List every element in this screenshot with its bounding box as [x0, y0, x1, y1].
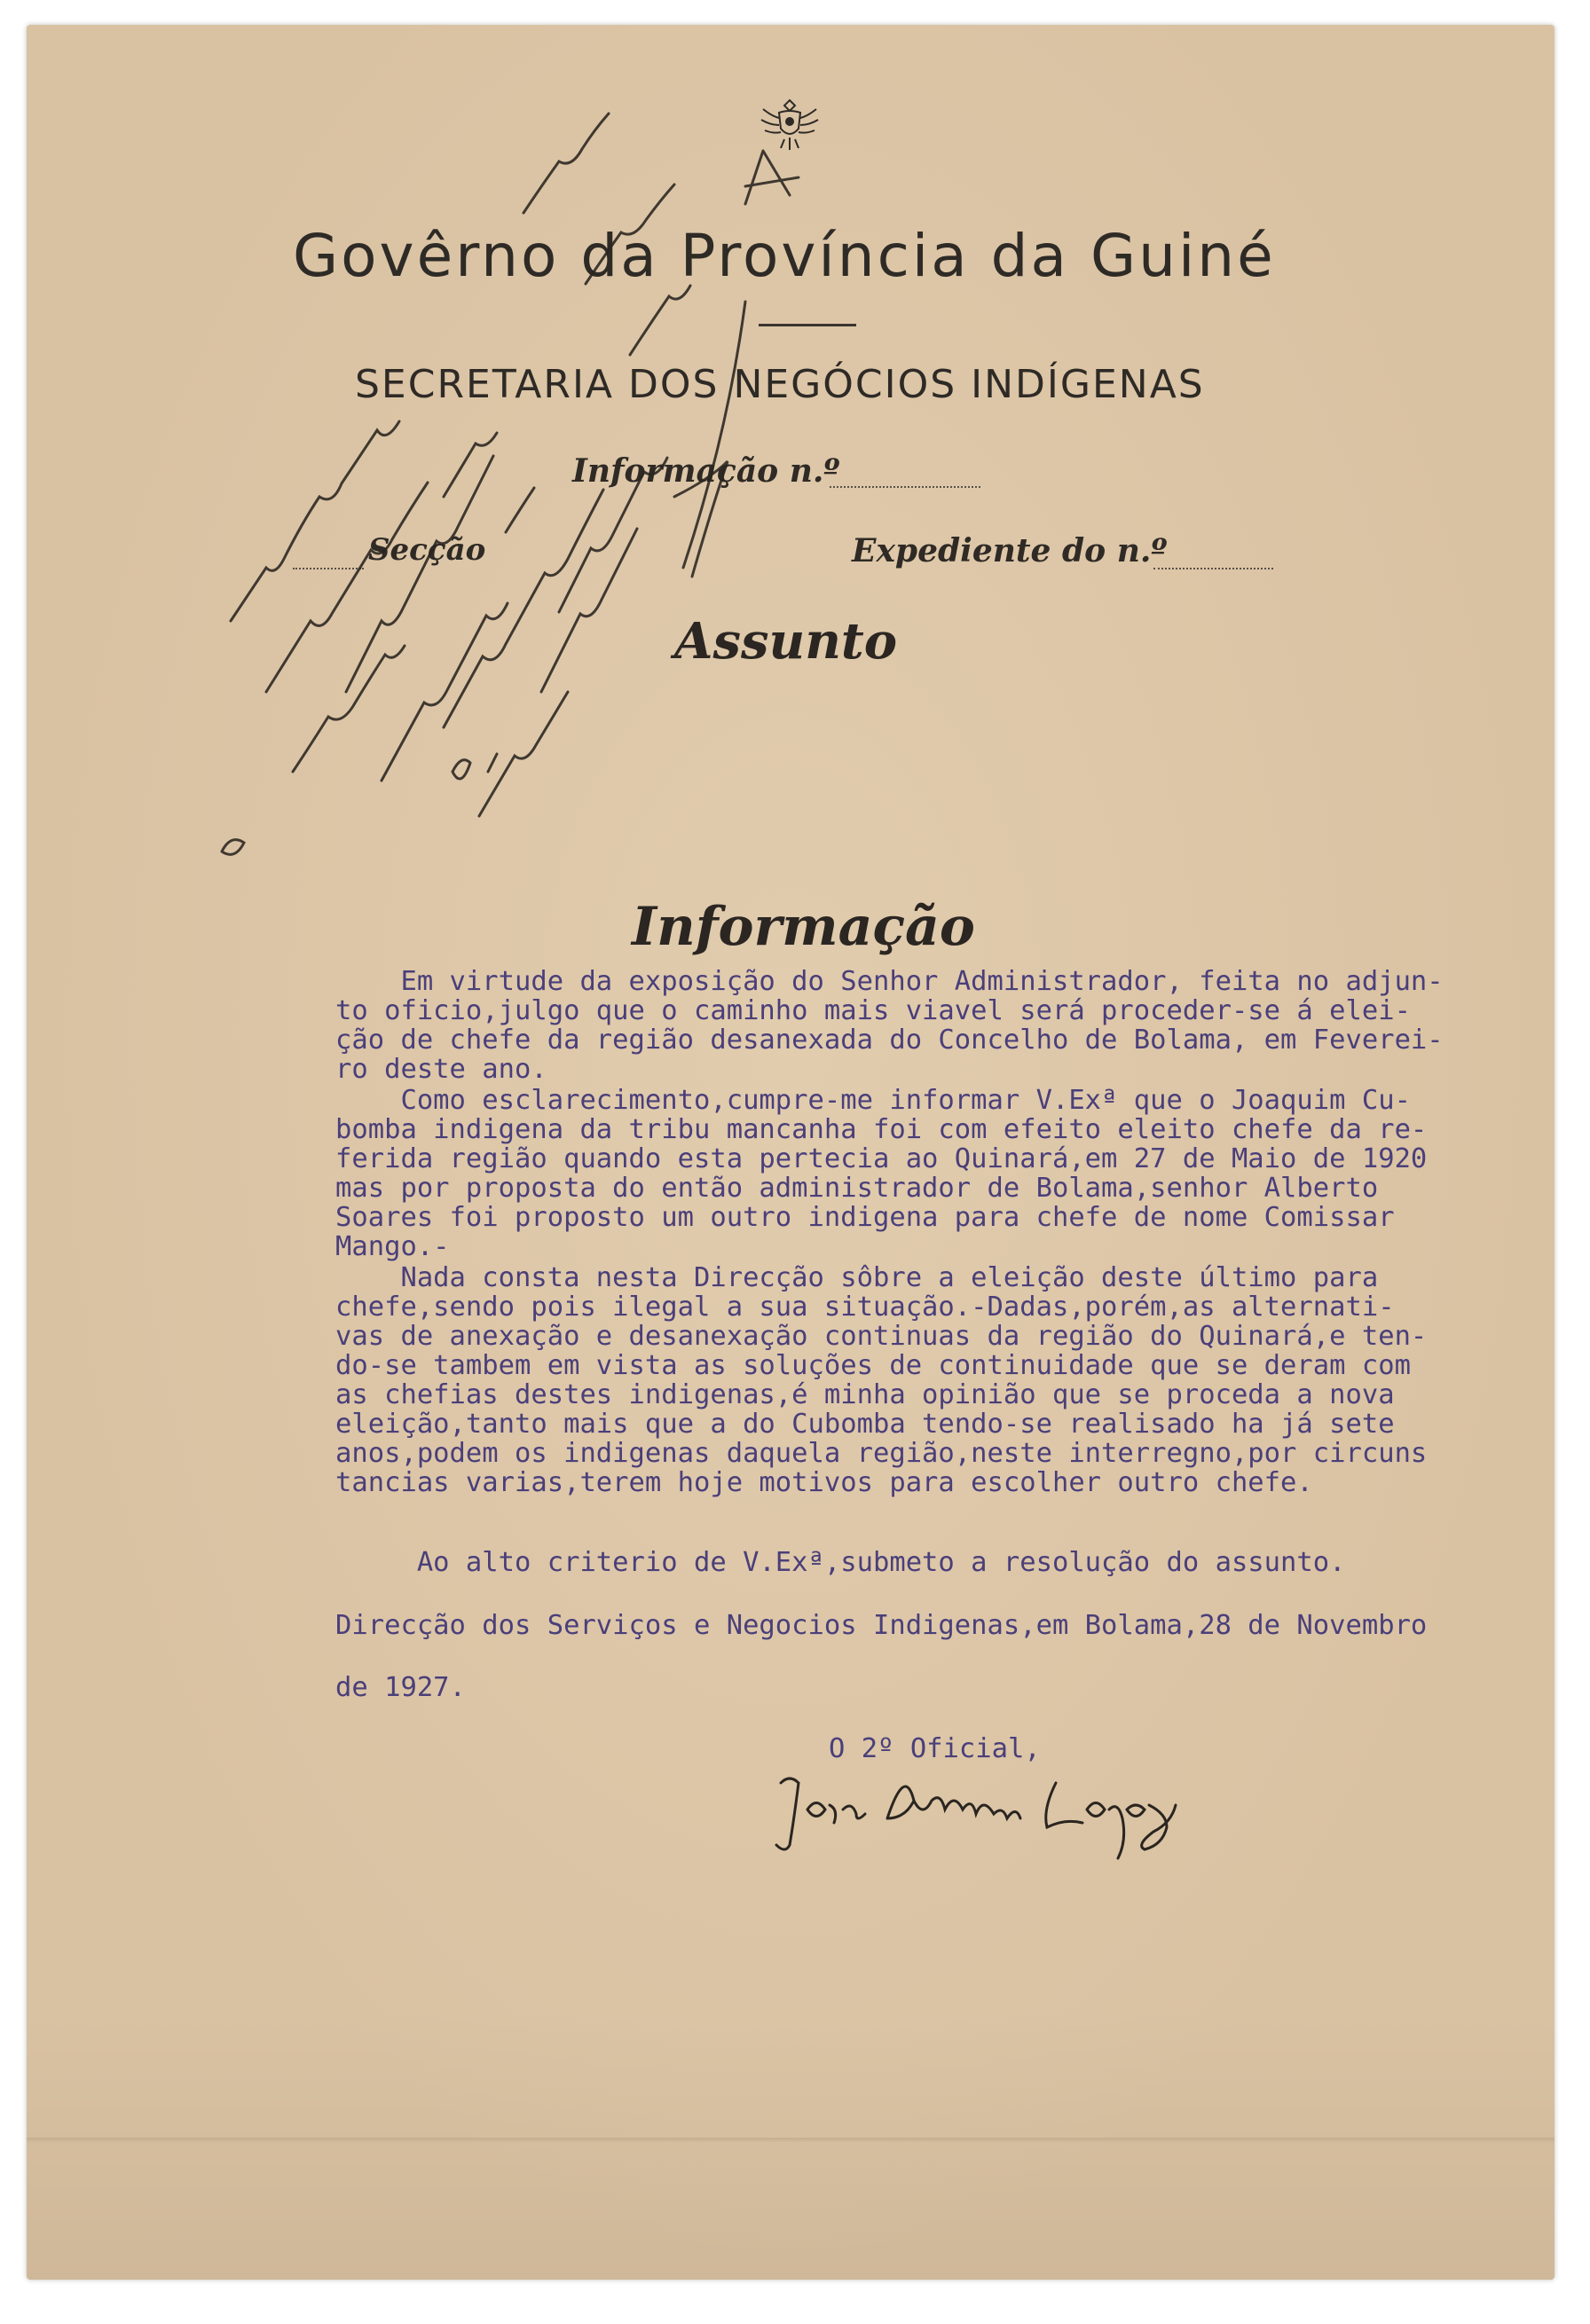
seccao-line: [293, 568, 364, 569]
body-line: Soares foi proposto um outro indigena para chefe de nome Comissar: [335, 1202, 1395, 1233]
body-line: do-se tambem em vista as soluções de continuidade que se deram com: [335, 1350, 1411, 1381]
body-line: ferida região quando esta pertecia ao Quinará,em 27 de Maio de 1920: [335, 1143, 1428, 1174]
body-line: to oficio,julgo que o caminho mais viavel será proceder-se á elei-: [335, 995, 1411, 1026]
date-line: de 1927.: [335, 1672, 466, 1703]
body-line: Em virtude da exposição do Senhor Administrador, feita no adjun-: [335, 966, 1444, 997]
body-line: mas por proposta do então administrador de Bolama,senhor Alberto: [335, 1173, 1379, 1204]
signatory-title: O 2º Oficial,: [829, 1733, 1041, 1764]
body-line: Mango.-: [335, 1231, 450, 1262]
body-line: ção de chefe da região desanexada do Concelho de Bolama, em Feverei-: [335, 1025, 1444, 1056]
seccao-label: Secção: [368, 532, 486, 568]
place-date-line: Direcção dos Serviços e Negocios Indigenas,em Bolama,28 de Novembro: [335, 1610, 1428, 1641]
informacao-number-line: [830, 486, 980, 488]
informacao-number-label: Informação n.º: [572, 452, 840, 490]
body-line: bomba indigena da tribu mancanha foi com efeito eleito chefe da re-: [335, 1114, 1428, 1145]
government-title: Govêrno da Província da Guiné: [293, 222, 1276, 290]
body-line: eleição,tanto mais que a do Cubomba tendo-se realisado ha já sete: [335, 1409, 1395, 1440]
body-line: Como esclarecimento,cumpre-me informar V.Exª que o Joaquim Cu-: [335, 1085, 1411, 1116]
body-line: as chefias destes indigenas,é minha opinião que se proceda a nova: [335, 1379, 1395, 1410]
submission-line: Ao alto criterio de V.Exª,submeto a resolução do assunto.: [335, 1547, 1346, 1578]
assunto-label: Assunto: [674, 612, 898, 671]
body-line: ro deste ano.: [335, 1054, 547, 1085]
signature: [763, 1756, 1224, 1863]
coat-of-arms-icon: [754, 93, 825, 155]
department-name: SECRETARIA DOS NEGÓCIOS INDÍGENAS: [355, 362, 1205, 407]
information-heading: Informação: [632, 896, 975, 958]
body-line: anos,podem os indigenas daquela região,neste interregno,por circuns: [335, 1438, 1428, 1469]
body-line: vas de anexação e desanexação continuas da região do Quinará,e ten-: [335, 1321, 1428, 1352]
body-line: tancias varias,terem hoje motivos para escolher outro chefe.: [335, 1467, 1313, 1498]
title-divider: [759, 324, 856, 326]
body-line: Nada consta nesta Direcção sôbre a eleição deste último para: [335, 1262, 1379, 1293]
expediente-line: [1153, 568, 1273, 569]
expediente-label: Expediente do n.º: [852, 532, 1168, 569]
page-fold-shadow: [27, 2138, 1555, 2143]
body-line: chefe,sendo pois ilegal a sua situação.-Dadas,porém,as alternati-: [335, 1292, 1395, 1323]
